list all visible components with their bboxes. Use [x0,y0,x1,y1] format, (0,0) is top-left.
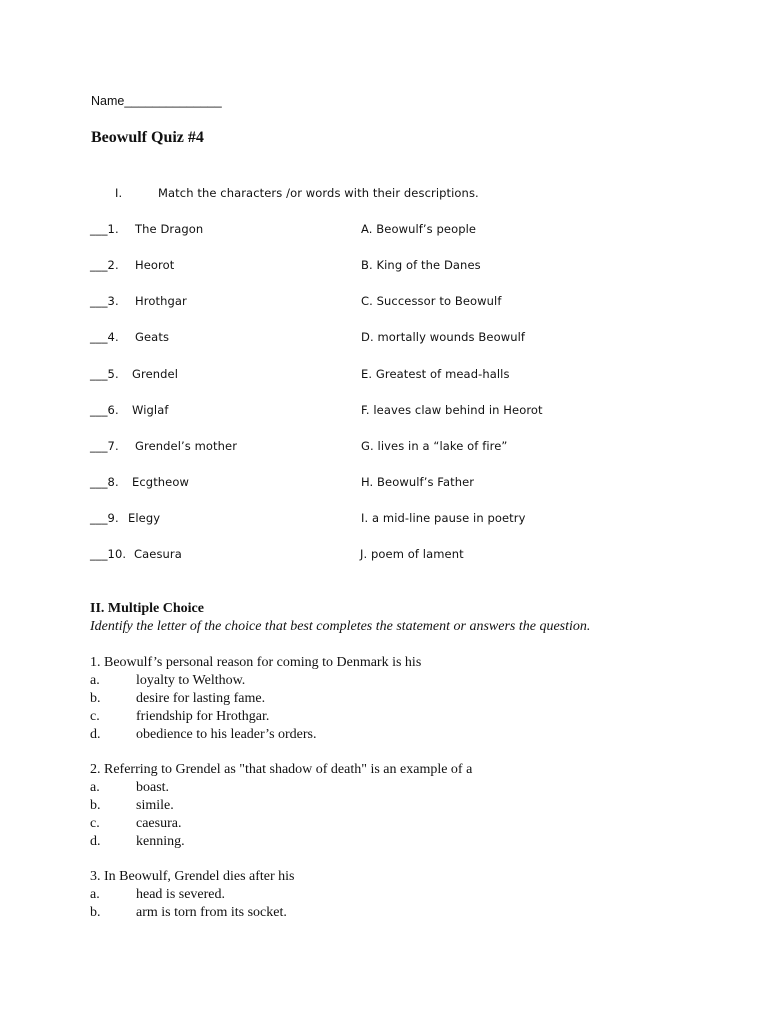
choice-row [90,673,245,689]
question-text: 3. In Beowulf, Grendel dies after his [90,869,295,884]
choice-text: head is severed. [136,887,226,902]
answer-blank: ___7. [90,439,119,453]
choice-row [90,691,265,707]
answer-blank: ___3. [90,294,119,308]
choice-letter: b. [90,798,101,813]
term: Wiglaf [132,403,169,417]
description: E. Greatest of mead-halls [361,367,510,381]
choice-row [90,727,317,743]
term: Grendel [132,367,179,381]
choice-letter: c. [90,816,100,831]
description: C. Successor to Beowulf [361,294,502,308]
choice-text: kenning. [136,834,185,849]
answer-blank: ___8. [90,475,119,489]
choice-text: arm is torn from its socket. [136,905,287,920]
choice-letter: d. [90,834,101,849]
choice-row [90,834,185,850]
choice-text: desire for lasting fame. [136,691,266,706]
choice-letter: a. [90,673,100,688]
description: H. Beowulf’s Father [361,475,475,489]
term: Geats [135,330,170,344]
term: Grendel’s mother [135,439,238,453]
answer-blank: ___10. [90,547,127,561]
choice-text: obedience to his leader’s orders. [136,727,317,742]
choice-letter: c. [90,709,100,724]
choice-letter: b. [90,691,101,706]
answer-blank: ___2. [90,258,119,272]
question-text: 1. Beowulf’s personal reason for coming to Denmark is his [90,655,422,670]
choice-row [90,709,269,725]
answer-blank: ___5. [90,367,119,381]
term: Caesura [134,547,182,561]
description: G. lives in a “lake of fire” [361,439,508,453]
term: Elegy [128,511,161,525]
choice-row [90,798,174,814]
choice-text: simile. [136,798,174,813]
section-1-instruction: Match the characters /or words with their descriptions. [158,186,479,200]
question-text: 2. Referring to Grendel as "that shadow of death" is an example of a [90,762,473,777]
description: D. mortally wounds Beowulf [361,330,526,344]
choice-row [90,816,181,832]
choice-row [90,905,287,921]
answer-blank: ___9. [90,511,119,525]
quiz-title: Beowulf Quiz #4 [91,129,204,146]
choice-row [90,887,225,903]
choice-letter: a. [90,780,100,795]
answer-blank: ___4. [90,330,119,344]
description: A. Beowulf’s people [361,222,477,236]
choice-letter: d. [90,727,101,742]
term: Hrothgar [135,294,187,308]
choice-text: caesura. [136,816,182,831]
choice-row [90,780,169,796]
choice-text: loyalty to Welthow. [136,673,246,688]
section-2-instruction: Identify the letter of the choice that best completes the statement or answers the question. [90,619,591,634]
answer-blank: ___1. [90,222,119,236]
choice-text: friendship for Hrothgar. [136,709,270,724]
section-2-heading: II. Multiple Choice [90,601,204,616]
name-line: Name______________ [91,94,222,108]
choice-letter: b. [90,905,101,920]
description: I. a mid-line pause in poetry [361,511,526,525]
term: The Dragon [135,222,204,236]
term: Heorot [135,258,175,272]
answer-blank: ___6. [90,403,119,417]
choice-letter: a. [90,887,100,902]
term: Ecgtheow [132,475,190,489]
description: J. poem of lament [360,547,464,561]
choice-text: boast. [136,780,170,795]
description: F. leaves claw behind in Heorot [361,403,543,417]
description: B. King of the Danes [361,258,481,272]
section-1-numeral: I. [115,186,123,200]
